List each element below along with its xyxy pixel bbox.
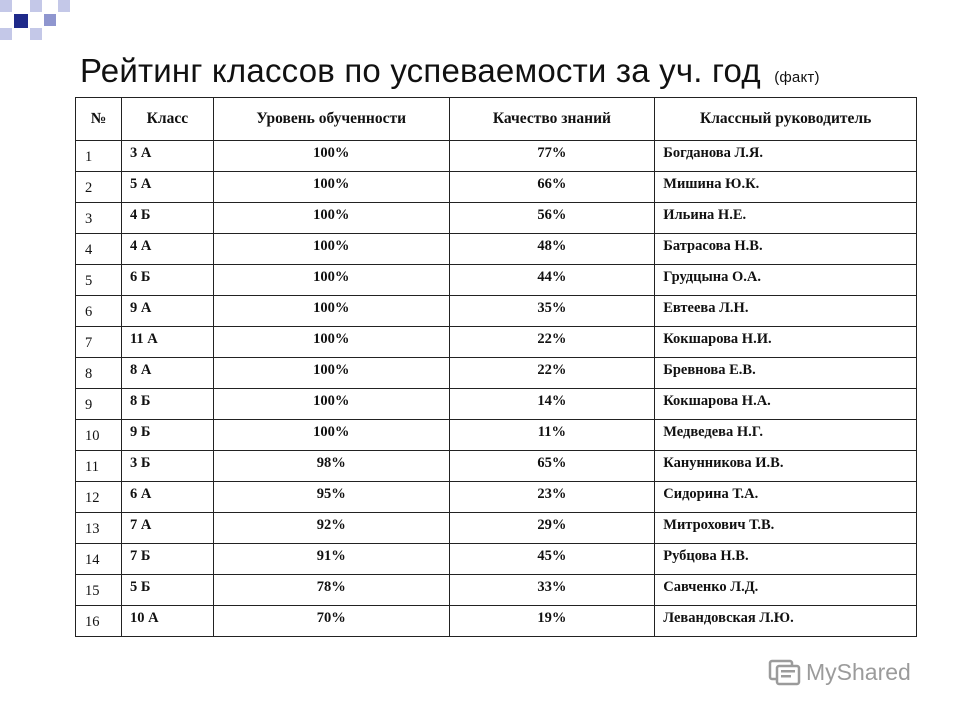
row-level: 100% — [213, 141, 449, 172]
table-row — [76, 234, 917, 265]
header-level: Уровень обученности — [213, 98, 449, 141]
table-row — [76, 265, 917, 296]
page-title — [80, 52, 820, 90]
table-row — [76, 296, 917, 327]
table-header-row — [76, 98, 917, 141]
row-teacher: Грудцына О.А. — [655, 265, 917, 296]
row-teacher: Савченко Л.Д. — [655, 575, 917, 606]
table-row — [76, 513, 917, 544]
row-level: 100% — [213, 327, 449, 358]
row-teacher: Богданова Л.Я. — [655, 141, 917, 172]
row-quality: 22% — [449, 327, 655, 358]
table-row — [76, 172, 917, 203]
watermark-text: MyShared — [806, 658, 911, 685]
table-row — [76, 606, 917, 637]
row-class: 4 А — [121, 234, 213, 265]
row-class: 5 А — [121, 172, 213, 203]
row-number: 9 — [76, 389, 122, 420]
row-quality: 56% — [449, 203, 655, 234]
row-level: 70% — [213, 606, 449, 637]
row-quality: 33% — [449, 575, 655, 606]
row-level: 100% — [213, 172, 449, 203]
row-class: 10 А — [121, 606, 213, 637]
row-class: 6 А — [121, 482, 213, 513]
row-class: 9 А — [121, 296, 213, 327]
header-quality: Качество знаний — [449, 98, 655, 141]
row-number: 14 — [76, 544, 122, 575]
header-number: № — [76, 98, 122, 141]
decor-square-light-1 — [0, 0, 12, 12]
row-level: 95% — [213, 482, 449, 513]
row-level: 92% — [213, 513, 449, 544]
row-class: 6 Б — [121, 265, 213, 296]
row-quality: 19% — [449, 606, 655, 637]
row-number: 2 — [76, 172, 122, 203]
watermark — [768, 657, 911, 687]
row-class: 4 Б — [121, 203, 213, 234]
row-number: 8 — [76, 358, 122, 389]
rating-table — [75, 97, 917, 637]
row-teacher: Медведева Н.Г. — [655, 420, 917, 451]
table-row — [76, 575, 917, 606]
row-teacher: Кокшарова Н.А. — [655, 389, 917, 420]
table-row — [76, 358, 917, 389]
row-teacher: Евтеева Л.Н. — [655, 296, 917, 327]
row-number: 1 — [76, 141, 122, 172]
row-teacher: Сидорина Т.А. — [655, 482, 917, 513]
table-row — [76, 451, 917, 482]
decor-square-light-4 — [58, 0, 70, 12]
title-main: Рейтинг классов по успеваемости за уч. год — [80, 52, 761, 89]
row-class: 8 Б — [121, 389, 213, 420]
row-number: 13 — [76, 513, 122, 544]
row-quality: 44% — [449, 265, 655, 296]
row-class: 11 А — [121, 327, 213, 358]
slides-logo-icon — [768, 657, 802, 687]
row-class: 7 Б — [121, 544, 213, 575]
table-row — [76, 482, 917, 513]
row-teacher: Левандовская Л.Ю. — [655, 606, 917, 637]
row-teacher: Рубцова Н.В. — [655, 544, 917, 575]
row-level: 100% — [213, 358, 449, 389]
row-quality: 77% — [449, 141, 655, 172]
row-class: 3 А — [121, 141, 213, 172]
row-level: 100% — [213, 234, 449, 265]
row-number: 4 — [76, 234, 122, 265]
row-quality: 65% — [449, 451, 655, 482]
row-quality: 23% — [449, 482, 655, 513]
row-number: 11 — [76, 451, 122, 482]
row-teacher: Бревнова Е.В. — [655, 358, 917, 389]
row-quality: 11% — [449, 420, 655, 451]
row-number: 15 — [76, 575, 122, 606]
row-level: 100% — [213, 420, 449, 451]
row-level: 100% — [213, 265, 449, 296]
row-number: 12 — [76, 482, 122, 513]
row-number: 10 — [76, 420, 122, 451]
table-row — [76, 544, 917, 575]
row-teacher: Кокшарова Н.И. — [655, 327, 917, 358]
row-class: 3 Б — [121, 451, 213, 482]
row-number: 3 — [76, 203, 122, 234]
row-teacher: Мишина Ю.К. — [655, 172, 917, 203]
header-teacher: Классный руководитель — [655, 98, 917, 141]
row-level: 100% — [213, 296, 449, 327]
row-quality: 35% — [449, 296, 655, 327]
row-teacher: Митрохович Т.В. — [655, 513, 917, 544]
row-teacher: Ильина Н.Е. — [655, 203, 917, 234]
row-class: 7 А — [121, 513, 213, 544]
title-sub: (факт) — [774, 69, 820, 86]
row-level: 78% — [213, 575, 449, 606]
table-row — [76, 327, 917, 358]
row-quality: 22% — [449, 358, 655, 389]
row-level: 100% — [213, 389, 449, 420]
row-quality: 48% — [449, 234, 655, 265]
table-row — [76, 203, 917, 234]
table-row — [76, 141, 917, 172]
table-row — [76, 420, 917, 451]
row-quality: 66% — [449, 172, 655, 203]
row-number: 5 — [76, 265, 122, 296]
row-number: 6 — [76, 296, 122, 327]
row-teacher: Батрасова Н.В. — [655, 234, 917, 265]
row-number: 7 — [76, 327, 122, 358]
row-class: 9 Б — [121, 420, 213, 451]
decor-square-light-5 — [0, 28, 12, 40]
row-teacher: Канунникова И.В. — [655, 451, 917, 482]
decor-square-dark-1 — [14, 14, 28, 28]
row-quality: 45% — [449, 544, 655, 575]
row-quality: 29% — [449, 513, 655, 544]
row-level: 100% — [213, 203, 449, 234]
row-level: 91% — [213, 544, 449, 575]
row-quality: 14% — [449, 389, 655, 420]
decor-square-mid-1 — [44, 14, 56, 26]
row-class: 5 Б — [121, 575, 213, 606]
row-level: 98% — [213, 451, 449, 482]
decor-square-light-2 — [30, 0, 42, 12]
row-number: 16 — [76, 606, 122, 637]
row-class: 8 А — [121, 358, 213, 389]
header-class: Класс — [121, 98, 213, 141]
table-row — [76, 389, 917, 420]
decor-square-light-3 — [30, 28, 42, 40]
